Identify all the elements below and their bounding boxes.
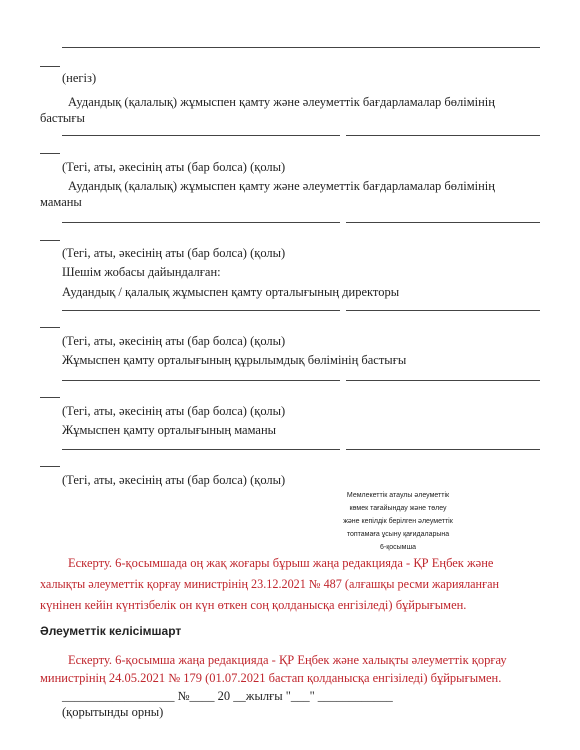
- signature-line: [346, 310, 540, 311]
- signature-line: [62, 310, 340, 311]
- place-caption: (қорытынды орны): [62, 705, 164, 719]
- appendix-line: топтамаға ұсыну қағидаларына: [346, 531, 450, 538]
- amendment-note-line: министрінің 24.05.2021 № 179 (01.07.2021 бастап қолданысқа енгізіледі) бұйрығымен.: [40, 671, 502, 685]
- contract-title: Әлеуметтік келісімшарт: [40, 624, 182, 638]
- signature-line-short: [40, 466, 60, 467]
- appendix-line: және кепілдік берілген әлеуметтік: [343, 518, 453, 525]
- signature-line: [62, 47, 540, 48]
- signature-line: [62, 222, 340, 223]
- contract-number-date-line: __________________ №____ 20 __жылғы "___" ____________: [62, 689, 393, 703]
- signature-line-short: [40, 397, 60, 398]
- signature-line-short: [40, 240, 60, 241]
- unit-head-title: Жұмыспен қамту орталығының құрылымдық бөлімінің бастығы: [62, 353, 407, 367]
- signature-line-short: [40, 153, 60, 154]
- signature-caption: (Тегі, аты, әкесінің аты (бар болса) (қолы): [62, 160, 286, 174]
- center-specialist-title: Жұмыспен қамту орталығының маманы: [62, 423, 277, 437]
- signature-line: [346, 135, 540, 136]
- signature-caption: (Тегі, аты, әкесінің аты (бар болса) (қолы): [62, 246, 286, 260]
- signature-line: [62, 135, 340, 136]
- appendix-line: Мемлекеттік атаулы әлеуметтік: [346, 492, 450, 499]
- amendment-note-line: халықты әлеуметтік қорғау министрінің 23.12.2021 № 487 (алғашқы ресми жарияланған: [40, 577, 500, 591]
- amendment-note-line: Ескерту. 6-қосымша жаңа редакцияда - ҚР Еңбек және халықты әлеуметтік қорғау: [68, 653, 507, 667]
- head-dept-title-line1: Аудандық (қалалық) жұмыспен қамту және әлеуметтік бағдарламалар бөлімінің: [68, 95, 495, 109]
- appendix-line: 6-қосымша: [379, 544, 417, 551]
- signature-line: [62, 380, 340, 381]
- appendix-line: көмек тағайындау және төлеу: [349, 505, 447, 512]
- specialist-title-line2: маманы: [40, 195, 82, 209]
- signature-line: [346, 380, 540, 381]
- amendment-note-line: күнінен кейін күнтізбелік он күн өткен соң қолданысқа енгізіледі) бұйрығымен.: [40, 598, 467, 612]
- basis-label: (негіз): [62, 71, 97, 85]
- signature-caption: (Тегі, аты, әкесінің аты (бар болса) (қолы): [62, 334, 286, 348]
- signature-line: [62, 449, 340, 450]
- specialist-title-line1: Аудандық (қалалық) жұмыспен қамту және әлеуметтік бағдарламалар бөлімінің: [68, 179, 495, 193]
- signature-caption: (Тегі, аты, әкесінің аты (бар болса) (қолы): [62, 473, 286, 487]
- signature-line: [346, 449, 540, 450]
- amendment-note-line: Ескерту. 6-қосымшада оң жақ жоғары бұрыш жаңа редакцияда - ҚР Еңбек және: [68, 556, 494, 570]
- appendix-reference: [318, 489, 478, 554]
- director-title: Аудандық / қалалық жұмыспен қамту орталығының директоры: [62, 285, 400, 299]
- prepared-by-label: Шешім жобасы дайындалған:: [62, 265, 221, 279]
- signature-caption: (Тегі, аты, әкесінің аты (бар болса) (қолы): [62, 404, 286, 418]
- signature-line-short: [40, 327, 60, 328]
- signature-line-short: [40, 66, 60, 67]
- head-dept-title-line2: бастығы: [40, 111, 85, 125]
- signature-line: [346, 222, 540, 223]
